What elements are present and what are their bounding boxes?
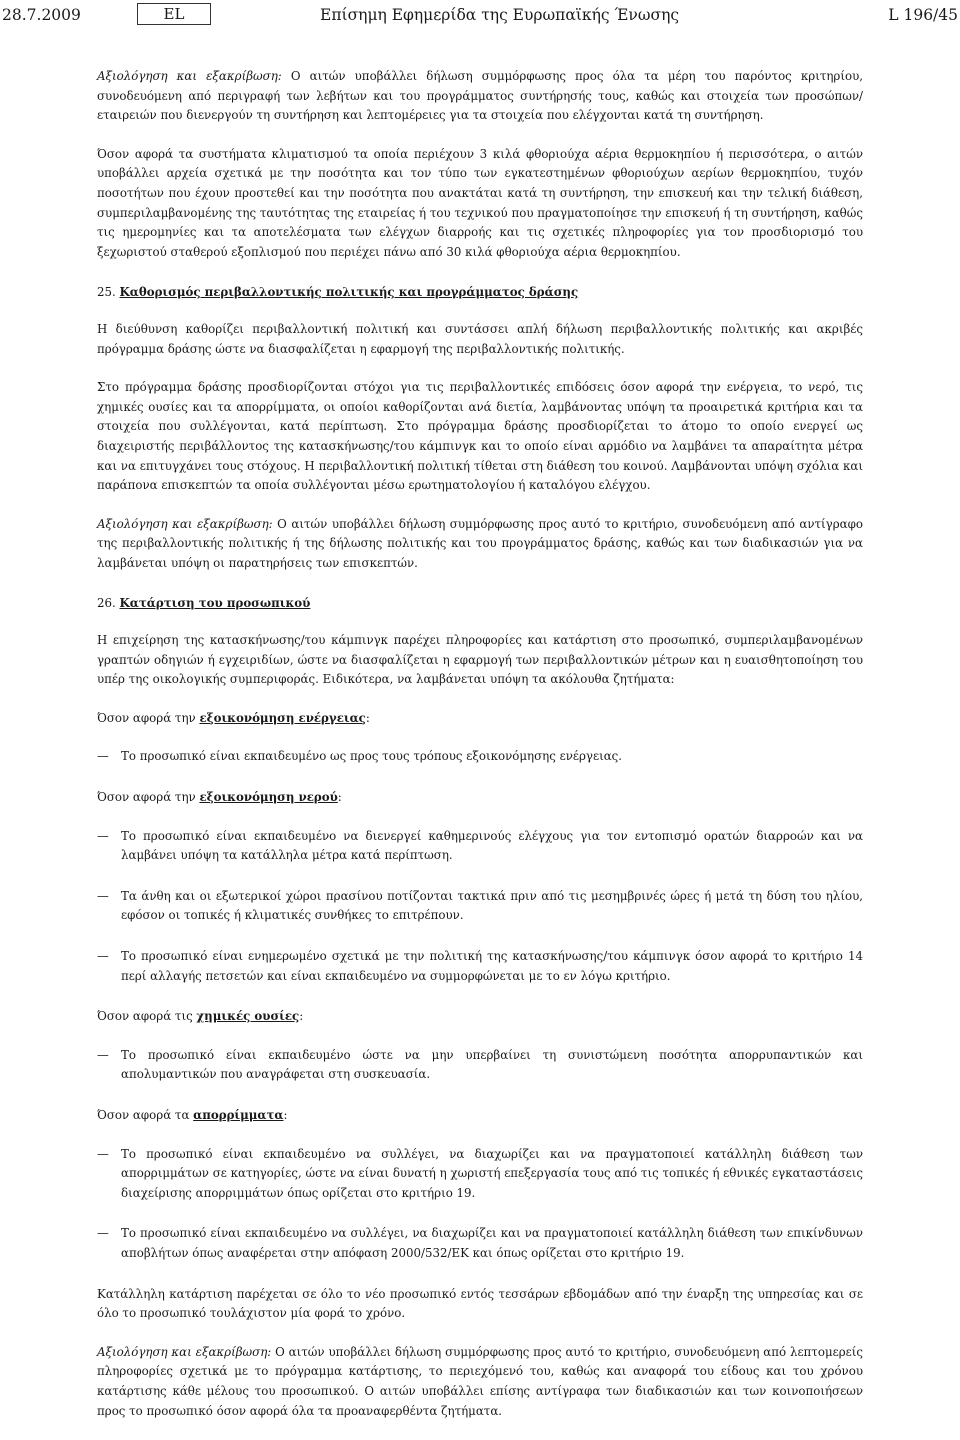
section-25-heading — [97, 283, 863, 303]
language-code: EL — [137, 3, 211, 25]
journal-title: Επίσημη Εφημερίδα της Ευρωπαϊκής Ένωσης — [320, 6, 680, 24]
section-26-heading — [97, 594, 863, 614]
dash-marker: — — [97, 1146, 109, 1161]
list-item: — Το προσωπικό είναι εκπαιδευμένο να διενεργεί καθημερινούς ελέγχους για τον εντοπισμό ορατών διαρροών και να λαμβάνει υπόψη τα κατάλληλα μέτρα κατά περίπτωση. — [97, 828, 863, 863]
list-item: — Το προσωπικό είναι εκπαιδευμένο ως προς τους τρόπους εξοικονόμησης ενέργειας. — [97, 747, 863, 767]
policy-paragraph: Η διεύθυνση καθορίζει περιβαλλοντική πολιτική και συντάσσει απλή δήλωση περιβαλλοντικής πολιτικής και ακριβές πρόγραμμα δράσης ώστε να διασφαλίζεται η εφαρμογή της περιβαλλοντικής πολιτικής. — [97, 321, 863, 356]
assessment-paragraph-3 — [97, 1343, 863, 1421]
water-term: εξοικονόμηση νερού — [199, 790, 338, 805]
assessment-label: Αξιολόγηση και εξακρίβωση: — [97, 516, 273, 531]
dash-marker: — — [97, 828, 109, 843]
section-title: Κατάρτιση του προσωπικού — [119, 596, 311, 611]
assessment-text: Ο αιτών υποβάλλει δήλωση συμμόρφωσης προς αυτό το κριτήριο, συνοδευόμενη από αντίγραφο της περιβαλλοντικής πολιτικής ή της δήλωσης πολιτικής και του προγράμματος δράσης, καθώς και των διαδικασιών για να λαμβάνεται υπόψη οι παρατηρήσεις των επισκεπτών. — [97, 516, 863, 570]
chemicals-term: χημικές ουσίες — [196, 1009, 300, 1024]
page-reference: L 196/45 — [888, 6, 958, 24]
document-body — [97, 67, 863, 1440]
section-title: Καθορισμός περιβαλλοντικής πολιτικής και προγράμματος δράσης — [119, 285, 579, 300]
section-number: 26. — [97, 596, 116, 611]
waste-lead: Όσον αφορά τα απορρίμματα: — [97, 1107, 288, 1122]
publication-date: 28.7.2009 — [2, 6, 81, 24]
assessment-text: Ο αιτών υποβάλλει δήλωση συμμόρφωσης προς όλα τα μέρη του παρόντος κριτηρίου, συνοδευόμενη από περιγραφή των λεβήτων και του προγράμματος συντήρησής τους, καθώς και στοιχεία των προσώπων/εταιρειών που διενεργούν τη συντήρηση και λεπτομέρειες για τα στοιχεία που ελέγχονται κατά τη συντήρηση. — [97, 69, 863, 123]
assessment-paragraph-2 — [97, 515, 863, 574]
dash-marker: — — [97, 949, 109, 963]
list-item: — Το προσωπικό είναι εκπαιδευμένο να συλλέγει, να διαχωρίζει και να πραγματοποιεί κατάλληλη διάθεση των επικίνδυνων αποβλήτων όπως αναφέρεται στην απόφαση 2000/532/ΕΚ και όπως ορίζεται στο κριτήριο 19. — [97, 1226, 863, 1260]
energy-term: εξοικονόμηση ενέργειας — [199, 710, 366, 725]
list-item: — Το προσωπικό είναι εκπαιδευμένο ώστε να μην υπερβαίνει τη συνιστώμενη ποσότητα απορρυπαντικών και απολυμαντικών που αναγράφεται στη συσκευασία. — [97, 1047, 863, 1082]
dash-marker: — — [97, 1226, 109, 1241]
assessment-text: Ο αιτών υποβάλλει δήλωση συμμόρφωσης προς αυτό το κριτήριο, συνοδευόμενη από λεπτομερείς πληροφορίες σχετικά με το πρόγραμμα κατάρτισης, το περιεχόμενό του, καθώς και αναφορά του είδους και του χρόνου κατάρτισης κάθε μέλους του προσωπικού. Ο αιτών υποβάλλει επίσης αντίγραφα των διαδικασιών και των κοινοποιήσεων προς το προσωπικό όσον αφορά όλα τα προαναφερθέντα ζητήματα. — [97, 1344, 863, 1418]
dash-marker: — — [97, 1047, 109, 1062]
section-number: 25. — [97, 285, 116, 300]
energy-lead: Όσον αφορά την εξοικονόμηση ενέργειας: — [97, 710, 370, 725]
page-header — [0, 3, 960, 29]
training-frequency-paragraph: Κατάλληλη κατάρτιση παρέχεται σε όλο το νέο προσωπικό εντός τεσσάρων εβδομάδων από την έναρξη της υπηρεσίας και σε όλο το προσωπικό τουλάχιστον μία φορά το χρόνο. — [97, 1286, 863, 1321]
assessment-label: Αξιολόγηση και εξακρίβωση: — [97, 69, 282, 83]
list-item: — Το προσωπικό είναι ενημερωμένο σχετικά με την πολιτική της κατασκήνωσης/του κάμπινγκ όσον αφορά το κριτήριο 14 περί αλλαγής πετσετών και είναι εκπαιδευμένο να συμμορφώνεται με το εν λόγω κριτήριο. — [97, 949, 863, 983]
waste-term: απορρίμματα — [193, 1107, 284, 1122]
air-conditioning-paragraph: Όσον αφορά τα συστήματα κλιματισμού τα οποία περιέχουν 3 κιλά φθοριούχα αέρια θερμοκηπίου ή περισσότερα, ο αιτών υποβάλλει αρχεία σχετικά με την ποσότητα και τον τύπο των εγκατεστημένων φθοριούχων αερίων θερμοκηπίου, τυχόν ποσοτήτων που έχουν προστεθεί και την ποσότητα που ανακτάται κατά τη συντήρηση, την επισκευή και την τελική διάθεση, συμπεριλαμβανομένης της ταυτότητας της εταιρείας ή του τεχνικού που πραγματοποίησε την επισκευή ή τη συντήρηση, καθώς τις ημερομηνίες και τα αποτελέσματα των ελέγχων διαρροής και τις σχετικές πληροφορίες για τον προσδιορισμό του ξεχωριστού σταθερού εξοπλισμού που περιέχει πάνω από 30 κιλά φθοριούχα αέρια θερμοκηπίου. — [97, 146, 863, 259]
chemicals-lead: Όσον αφορά τις χημικές ουσίες: — [97, 1009, 304, 1024]
assessment-paragraph-1 — [97, 67, 863, 126]
water-lead: Όσον αφορά την εξοικονόμηση νερού: — [97, 790, 342, 805]
dash-marker: — — [97, 888, 109, 903]
list-item: — Το προσωπικό είναι εκπαιδευμένο να συλλέγει, να διαχωρίζει και να πραγματοποιεί κατάλληλη διάθεση των απορριμμάτων σε κατηγορίες, ώστε να είναι δυνατή η χωριστή επεξεργασία τους από τις τοπικές ή εθνικές εγκαταστάσεις διαχείρισης απορριμμάτων όπως ορίζεται στο κριτήριο 19. — [97, 1146, 863, 1200]
dash-marker: — — [97, 749, 109, 764]
list-item: — Τα άνθη και οι εξωτερικοί χώροι πρασίνου ποτίζονται τακτικά πριν από τις μεσημβρινές ώρες ή μετά τη δύση του ηλίου, εφόσον οι τοπικές ή κλιματικές συνθήκες το επιτρέπουν. — [97, 888, 863, 923]
action-plan-paragraph: Στο πρόγραμμα δράσης προσδιορίζονται στόχοι για τις περιβαλλοντικές επιδόσεις όσον αφορά την ενέργεια, το νερό, τις χημικές ουσίες και τα απορρίμματα, οι οποίοι καθορίζονται ανά διετία, λαμβάνοντας υπόψη τα προαιρετικά κριτήρια και τα στοιχεία που συλλέγονται, κατά περίπτωση. Στο πρόγραμμα δράσης προσδιορίζεται το άτομο το οποίο ενεργεί ως διαχειριστής περιβάλλοντος της κατασκήνωσης/του κάμπινγκ και το οποίο είναι αρμόδιο να λαμβάνει τα απαραίτητα μέτρα και να επιτυγχάνει τους στόχους. Η περιβαλλοντική πολιτική τίθεται στη διάθεση του κοινού. Λαμβάνονται υπόψη σχόλια και παράπονα επισκεπτών τα οποία συλλέγονται μέσω ερωτηματολογίου ή καταλόγου ελέγχου. — [97, 380, 863, 493]
assessment-label: Αξιολόγηση και εξακρίβωση: — [97, 1344, 272, 1359]
training-intro-paragraph: Η επιχείρηση της κατασκήνωσης/του κάμπινγκ παρέχει πληροφορίες και κατάρτιση στο προσωπικό, συμπεριλαμβανομένων γραπτών οδηγιών ή εγχειριδίων, ώστε να διασφαλίζεται η εφαρμογή των περιβαλλοντικών μέτρων και η ευαισθητοποίηση του υπέρ της οικολογικής συμπεριφοράς. Ειδικότερα, να λαμβάνεται υπόψη τα ακόλουθα ζητήματα: — [97, 633, 863, 687]
